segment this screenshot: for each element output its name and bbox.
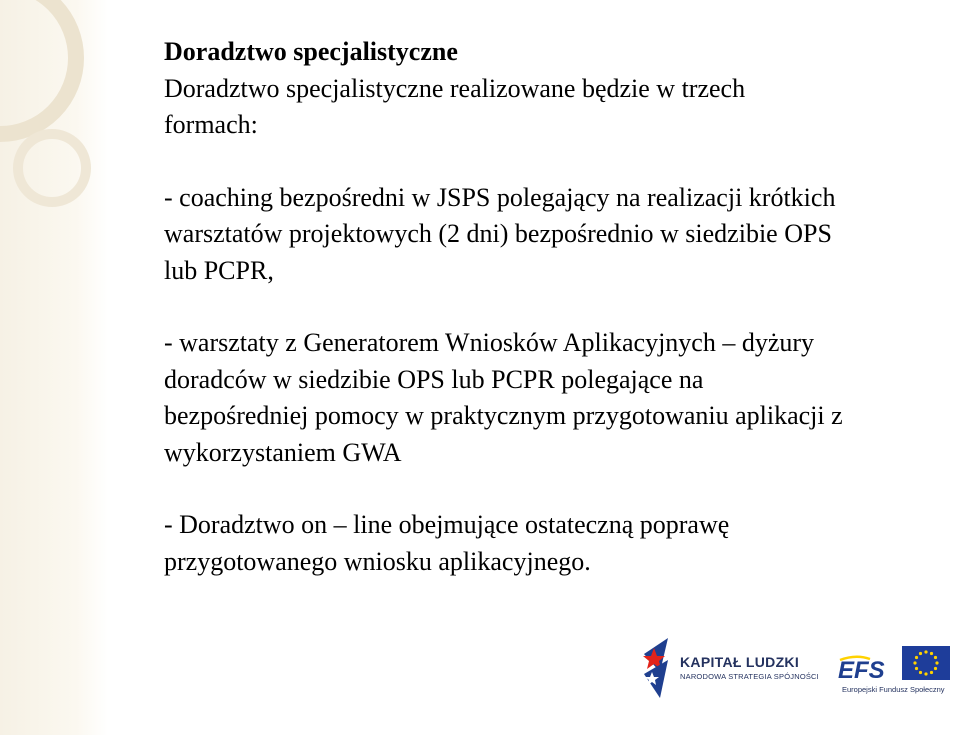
- bullet-coaching-line: lub PCPR,: [164, 255, 274, 285]
- bullet-coaching-line: - coaching bezpośredni w JSPS polegający na realizacji krótkich: [164, 182, 836, 212]
- kapital-ludzki-star-icon: [638, 634, 678, 702]
- slide-body: [164, 34, 954, 580]
- bullet-online-line: - Doradztwo on – line obejmujące ostateczną poprawę: [164, 510, 730, 539]
- footer-logos: [620, 622, 960, 735]
- kapital-ludzki-title: KAPITAŁ LUDZKI: [680, 654, 800, 670]
- bullet-online-line: przygotowanego wniosku aplikacyjnego.: [164, 546, 591, 576]
- bullet-workshops-line: doradców w siedzibie OPS lub PCPR polegające na: [164, 364, 704, 394]
- decorative-side-panel: [0, 0, 108, 735]
- efs-caption: Europejski Fundusz Społeczny: [842, 685, 945, 694]
- intro-line: formach:: [164, 110, 258, 139]
- efs-mark-icon: [836, 654, 896, 684]
- kapital-ludzki-logo: [680, 654, 819, 681]
- bullet-workshops-line: bezpośredniej pomocy w praktycznym przygotowaniu aplikacji z: [164, 401, 843, 430]
- bullet-workshops-line: - warsztaty z Generatorem Wniosków Aplikacyjnych – dyżury: [164, 328, 815, 357]
- decorative-circles: [0, 0, 108, 260]
- efs-logo: [836, 654, 896, 689]
- kapital-ludzki-subtitle: NARODOWA STRATEGIA SPÓJNOŚCI: [680, 672, 819, 681]
- efs-logo-text: EFS: [838, 657, 885, 684]
- bullet-coaching-line: warsztatów projektowych (2 dni) bezpośrednio w siedzibie OPS: [164, 219, 832, 248]
- slide-title: Doradztwo specjalistyczne: [164, 37, 458, 66]
- bullet-workshops-line: wykorzystaniem GWA: [164, 437, 402, 467]
- intro-line: Doradztwo specjalistyczne realizowane będzie w trzech: [164, 73, 746, 103]
- eu-flag-icon: [902, 646, 950, 680]
